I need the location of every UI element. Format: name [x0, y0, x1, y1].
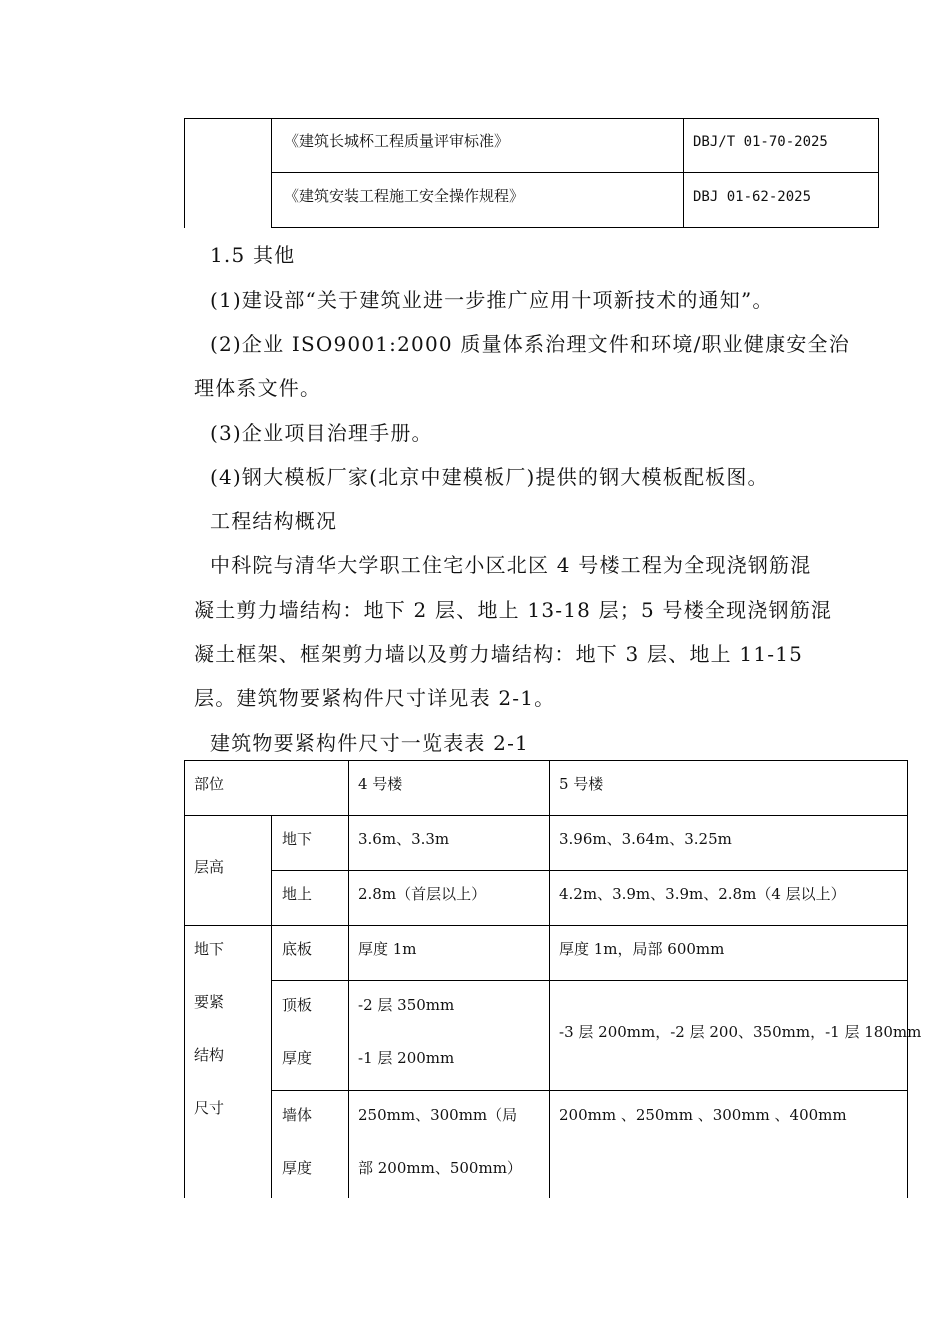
cell-value: 厚度 1m，局部 600mm: [559, 940, 725, 958]
table-border: [549, 760, 550, 1198]
reference-item-continued: 理体系文件。: [194, 376, 322, 400]
table-caption: 建筑物要紧构件尺寸一览表表 2-1: [210, 731, 529, 755]
reference-item: (4)钢大模板厂家(北京中建模板厂)提供的钢大模板配板图。: [210, 465, 769, 489]
row-group-label: 要紧: [194, 993, 225, 1011]
row-group-floor-height: 层高: [194, 858, 225, 876]
standard-code: DBJ 01-62-2025: [693, 189, 812, 205]
reference-item: (1)建设部“关于建筑业进一步推广应用十项新技术的通知”。: [210, 288, 774, 312]
cell-value: 部 200mm、500mm）: [358, 1159, 522, 1177]
standard-code: DBJ/T 01-70-2025: [693, 134, 828, 150]
reference-item: (3)企业项目治理手册。: [210, 421, 433, 445]
overview-line: 凝土框架、框架剪力墙以及剪力墙结构：地下 3 层、地上 11-15: [194, 642, 804, 666]
table-border: [184, 118, 879, 119]
header-part: 部位: [194, 775, 225, 793]
cell-value: -2 层 350mm: [358, 996, 455, 1014]
standard-title: 《建筑安装工程施工安全操作规程》: [284, 187, 525, 205]
row-group-label: 尺寸: [194, 1099, 225, 1117]
table-border: [683, 118, 684, 228]
overview-line: 中科院与清华大学职工住宅小区北区 4 号楼工程为全现浇钢筋混: [210, 553, 812, 577]
table-border: [184, 815, 908, 816]
cell-value: 250mm、300mm（局: [358, 1106, 518, 1124]
cell-value: 3.6m、3.3m: [358, 830, 450, 848]
row-label-aboveground: 地上: [282, 885, 313, 903]
overview-line: 凝土剪力墙结构：地下 2 层、地上 13-18 层；5 号楼全现浇钢筋混: [194, 598, 833, 622]
reference-item: (2)企业 ISO9001:2000 质量体系治理文件和环境/职业健康安全治: [210, 332, 850, 356]
cell-value: 200mm 、250mm 、300mm 、400mm: [559, 1106, 847, 1124]
table-border: [184, 760, 185, 1198]
table-border: [271, 980, 908, 981]
overview-heading: 工程结构概况: [210, 509, 338, 533]
table-border: [271, 870, 908, 871]
table-border: [907, 760, 908, 1198]
row-label-underground: 地下: [282, 830, 313, 848]
row-group-label: 结构: [194, 1046, 225, 1064]
table-border: [271, 1090, 908, 1091]
row-label-roof-slab: 厚度: [282, 1049, 313, 1067]
cell-value: -1 层 200mm: [358, 1049, 455, 1067]
cell-value: 3.96m、3.64m、3.25m: [559, 830, 732, 848]
section-heading: 1.5 其他: [210, 243, 296, 267]
row-label-wall: 厚度: [282, 1159, 313, 1177]
table-border: [184, 925, 908, 926]
row-label-base-slab: 底板: [282, 940, 313, 958]
table-border: [271, 118, 272, 228]
table-border: [271, 227, 879, 228]
table-border: [184, 118, 185, 228]
table-border: [878, 118, 879, 228]
table-border: [348, 760, 349, 1198]
overview-line: 层。建筑物要紧构件尺寸详见表 2-1。: [194, 686, 556, 710]
header-building-4: 4 号楼: [358, 775, 403, 793]
cell-value: 2.8m（首层以上）: [358, 885, 487, 903]
row-label-wall: 墙体: [282, 1106, 313, 1124]
row-label-roof-slab: 顶板: [282, 996, 313, 1014]
table-border: [271, 815, 272, 1198]
cell-value: 4.2m、3.9m、3.9m、2.8m（4 层以上）: [559, 885, 846, 903]
row-group-label: 地下: [194, 940, 225, 958]
header-building-5: 5 号楼: [559, 775, 604, 793]
cell-value: 厚度 1m: [358, 940, 417, 958]
standard-title: 《建筑长城杯工程质量评审标准》: [284, 132, 510, 150]
table-border: [184, 760, 908, 761]
table-border: [271, 172, 879, 173]
cell-value: -3 层 200mm，-2 层 200、350mm，-1 层 180mm: [559, 1023, 922, 1041]
